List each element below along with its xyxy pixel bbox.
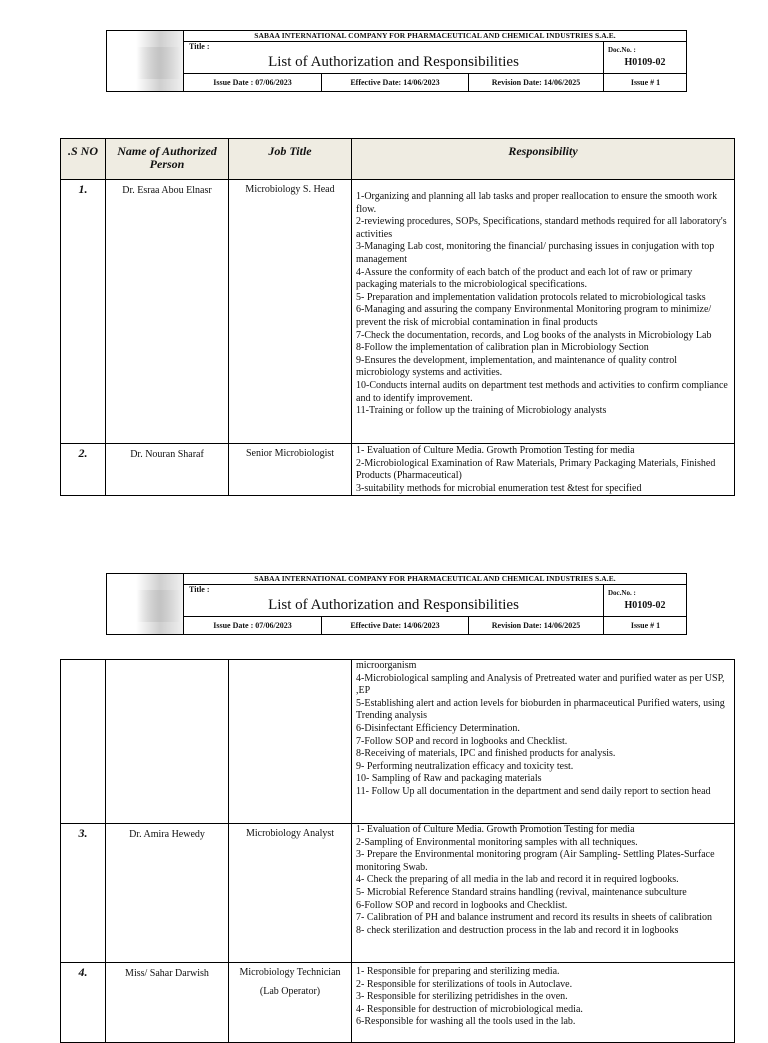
responsibility-item: 6-Disinfectant Efficiency Determination. [356,722,520,734]
revision-date: Revision Date: 14/06/2025 [469,617,604,634]
responsibility-item: 4- Responsible for destruction of microbiological media. [356,1003,583,1015]
doc-number-cell [604,584,686,617]
responsibility-item: 1- Evaluation of Culture Media. Growth Promotion Testing for media [356,445,635,456]
issue-date: Issue Date : 07/06/2023 [184,74,322,91]
table-row [61,180,735,444]
table-row [61,444,735,496]
header-responsibility: Responsibility [352,139,735,180]
doc-number-label: Doc.No. : [608,46,636,54]
responsibility-item: 8-Follow the implementation of calibration plan in Microbiology Section [356,342,649,354]
doc-number-label: Doc.No. : [608,589,636,597]
responsibility-item: 5- Preparation and implementation validation protocols related to microbiological tasks [356,291,706,303]
row-sno: 2. [78,446,88,460]
row-responsibilities [352,963,734,1029]
responsibility-item: 5-Establishing alert and action levels for bioburden in pharmaceutical Purified waters, using Trending analysis [356,697,725,722]
doc-number: H0109-02 [624,600,666,611]
company-logo [107,574,184,634]
responsibility-item: 7-Check the documentation, records, and Log books of the analysts in Microbiology Lab [356,329,712,341]
header-name: Name of Authorized Person [106,139,229,180]
responsibility-item: 9-Ensures the development, implementation, and maintenance of quality control microbiology systems and activities. [356,354,678,379]
responsibility-item: 11- Follow Up all documentation in the department and send daily report to section head [356,785,711,797]
responsibility-item: 3- Responsible for sterilizing petridishes in the oven. [356,991,568,1003]
responsibility-item: 7-Follow SOP and record in logbooks and Checklist. [356,735,568,747]
table-row [61,824,735,963]
row-responsibilities [352,824,734,937]
responsibility-item: 4- Check the preparing of all media in the lab and record it in required logbooks. [356,874,679,886]
row-sno: 3. [78,826,88,840]
document-header [106,30,687,92]
responsibility-item: 5- Microbial Reference Standard strains handling (revival, maintenance subculture [356,886,687,898]
document-title: List of Authorization and Responsibilities [268,54,519,70]
row-responsibilities [352,444,734,495]
row-name: Dr. Amira Hewedy [129,829,205,840]
responsibility-item: 2-Sampling of Environmental monitoring samples with all techniques. [356,836,638,848]
row-job-title: Microbiology Analyst [245,828,335,839]
row-job-subtitle: (Lab Operator) [259,986,321,997]
doc-number: H0109-02 [624,57,666,68]
responsibility-item: 1-Organizing and planning all lab tasks and proper reallocation to ensure the smooth work flow. [356,191,718,215]
responsibility-table-continued [60,659,735,1043]
effective-date: Effective Date: 14/06/2023 [322,74,469,91]
doc-number-cell [604,41,686,74]
responsibility-item: 7- Calibration of PH and balance instrument and record its results in sheets of calibration [356,912,713,924]
header-sno: .S NO [61,139,106,180]
responsibility-item: 6-Responsible for washing all the tools used in the lab. [356,1016,576,1028]
dates-row [184,617,686,634]
row-responsibilities [352,660,734,799]
row-name: Dr. Esraa Abou Elnasr [122,185,212,196]
company-name: SABAA INTERNATIONAL COMPANY FOR PHARMACEUTICAL AND CHEMICAL INDUSTRIES S.A.E. [184,31,686,42]
responsibility-table [60,138,735,496]
responsibility-item: 3-suitability methods for microbial enumeration test &test for specified [356,482,642,494]
responsibility-item: 3-Managing Lab cost, monitoring the financial/ purchasing issues in conjugation with top management [356,241,715,265]
row-name: Miss/ Sahar Darwish [125,968,209,979]
title-label: Title : [189,42,210,51]
table-row [61,963,735,1043]
responsibility-item: 1- Responsible for preparing and sterilizing media. [356,966,560,977]
title-label: Title : [189,585,210,594]
title-cell [184,41,604,74]
row-responsibilities [352,180,734,418]
responsibility-item: 8-Receiving of materials, IPC and finished products for analysis. [356,748,616,760]
responsibility-item: 6-Follow SOP and record in logbooks and Checklist. [356,899,568,911]
responsibility-item: microorganism [356,660,417,671]
responsibility-item: 4-Assure the conformity of each batch of the product and each lot of raw or primary packaging materials to the microbiological specifications. [356,266,693,291]
responsibility-item: 8- check sterilization and destruction process in the lab and record it in logbooks [356,924,679,936]
header-job-title: Job Title [229,139,352,180]
responsibility-item: 2- Responsible for sterilizations of tools in Autoclave. [356,978,573,990]
responsibility-item: 10-Conducts internal audits on department test methods and activities to confirm compliance and to identify improvement. [356,379,728,404]
title-cell [184,584,604,617]
row-sno: 4. [78,965,88,979]
table-row [61,660,735,824]
responsibility-item: 11-Training or follow up the training of Microbiology analysts [356,405,607,417]
document-title: List of Authorization and Responsibilities [268,597,519,613]
revision-date: Revision Date: 14/06/2025 [469,74,604,91]
row-job-title: Microbiology S. Head [245,184,335,195]
company-name: SABAA INTERNATIONAL COMPANY FOR PHARMACEUTICAL AND CHEMICAL INDUSTRIES S.A.E. [184,574,686,585]
responsibility-item: 4-Microbiological sampling and Analysis of Pretreated water and purified water as per USP, ,EP [356,672,725,697]
row-job-title: Microbiology Technician [239,967,341,978]
dates-row [184,74,686,91]
issue-date: Issue Date : 07/06/2023 [184,617,322,634]
issue-number: Issue # 1 [630,621,661,630]
row-sno: 1. [78,182,88,196]
effective-date: Effective Date: 14/06/2023 [322,617,469,634]
responsibility-item: 10- Sampling of Raw and packaging materials [356,773,542,785]
responsibility-item: 2-reviewing procedures, SOPs, Specifications, standard methods required for all laboratory's activities [356,216,727,240]
responsibility-item: 3- Prepare the Environmental monitoring program (Air Sampling- Settling Plates-Surface monitoring Swab. [356,849,715,873]
responsibility-item: 1- Evaluation of Culture Media. Growth Promotion Testing for media [356,824,635,835]
issue-number: Issue # 1 [630,78,661,87]
responsibility-item: 2-Microbiological Examination of Raw Materials, Primary Packaging Materials, Finished Products (Pharmaceutical) [356,457,716,482]
responsibility-item: 6-Managing and assuring the company Environmental Monitoring program to minimize/ prevent the risk of microbial contamination in final products [356,304,712,328]
document-header [106,573,687,635]
row-job-title: Senior Microbiologist [245,448,335,459]
row-name: Dr. Nouran Sharaf [130,449,204,460]
responsibility-item: 9- Performing neutralization efficacy and toxicity test. [356,760,574,772]
company-logo [107,31,184,91]
table-header-row [61,139,735,180]
